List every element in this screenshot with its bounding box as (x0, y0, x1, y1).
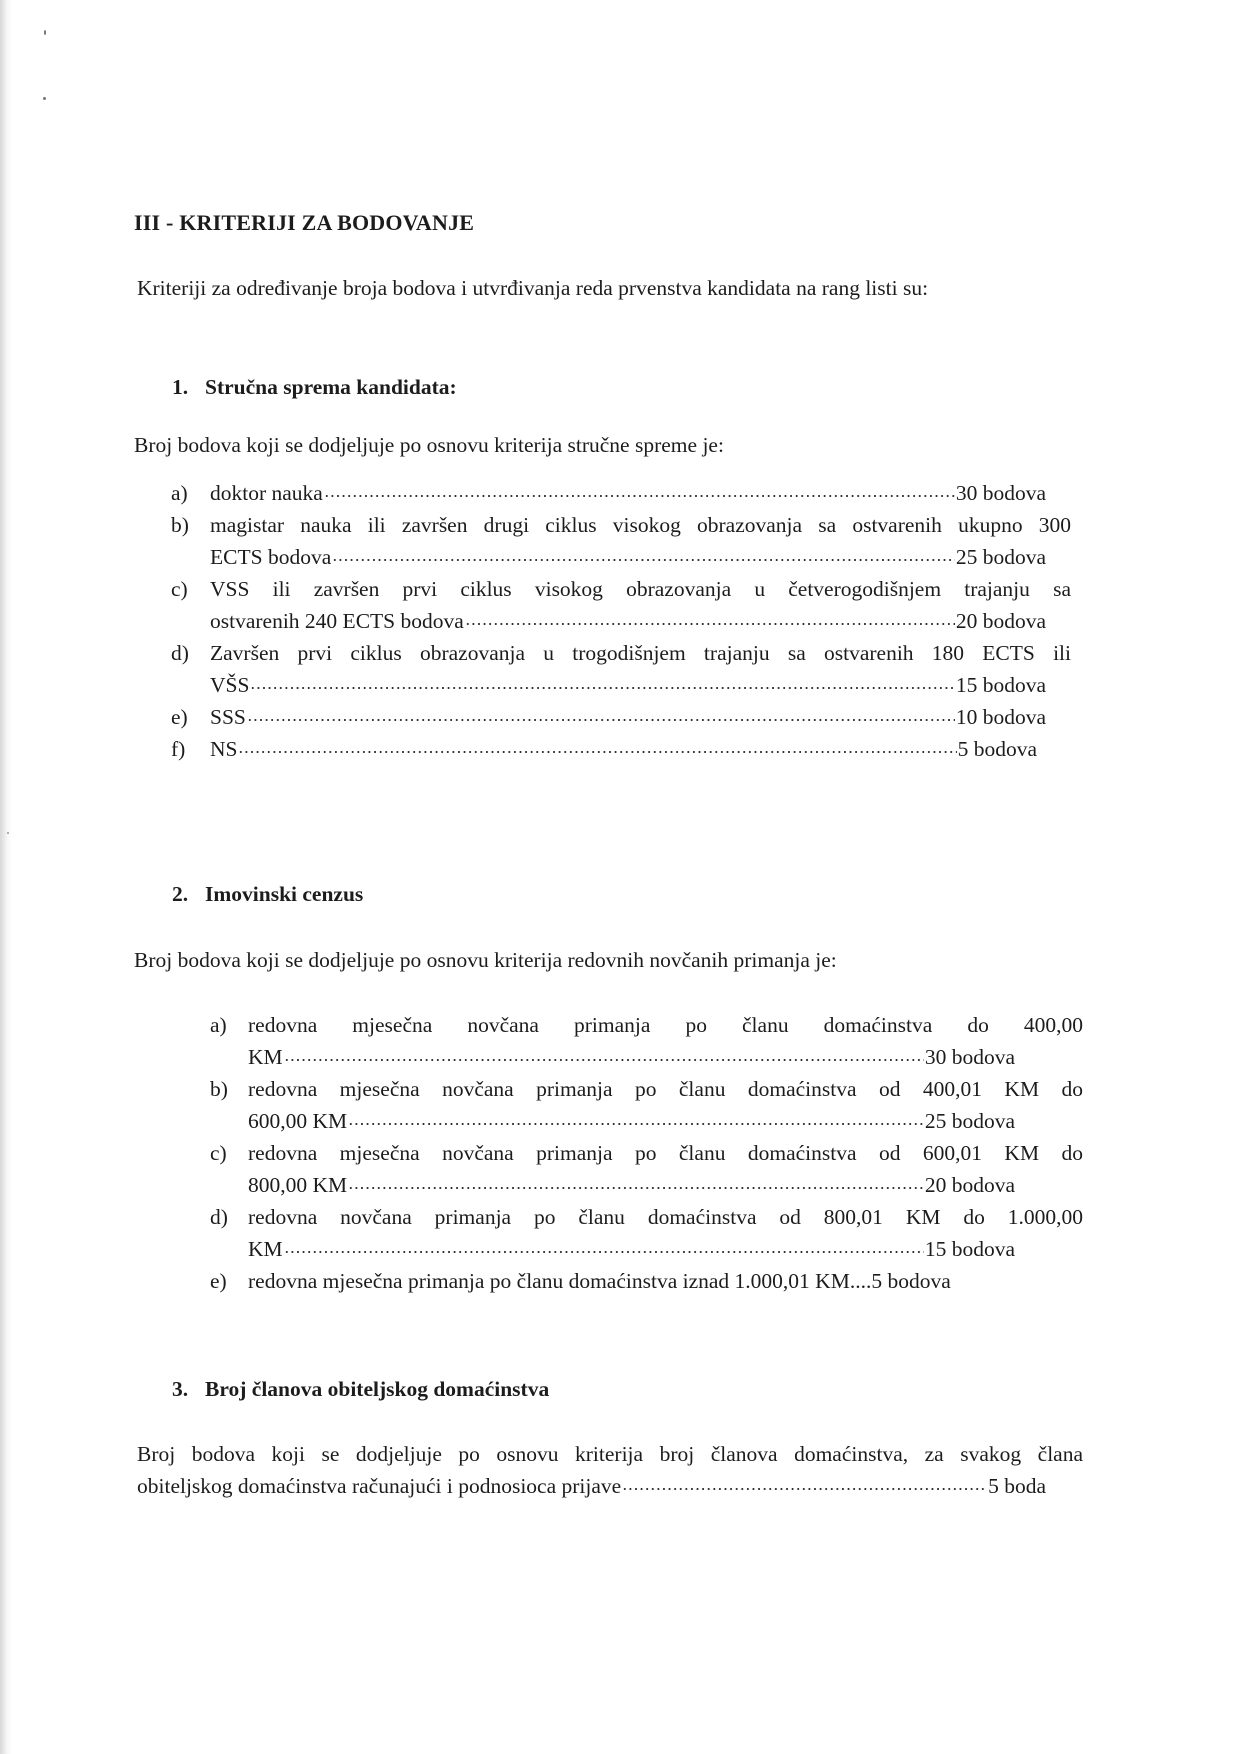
item-text: Završen prvi ciklus obrazovanja u trogodišnjem trajanju sa ostvarenih 180 ECTS ili (210, 641, 1071, 665)
section-3-heading (172, 1377, 549, 1402)
item-marker: d) (210, 1205, 228, 1229)
item-text: redovna mjesečna novčana primanja po članu domaćinstva od 400,01 KM do (248, 1077, 1083, 1101)
section-2-title: Imovinski cenzus (205, 882, 364, 906)
section-2-number: 2. (172, 882, 189, 906)
section-2-list (210, 1009, 1085, 1297)
list-item (171, 573, 1071, 637)
section-1-list (171, 477, 1071, 765)
section-1-intro: Broj bodova koji se dodjeljuje po osnovu kriterija stručne spreme je: (134, 433, 724, 457)
dot-leader (247, 703, 955, 725)
item-text-cont: KM (248, 1237, 283, 1261)
intro-paragraph: Kriteriji za određivanje broja bodova i utvrđivanja reda prvenstva kandidata na rang listi su: (137, 276, 929, 300)
list-item (210, 1265, 1085, 1297)
item-marker: e) (210, 1269, 227, 1293)
dot-leader (324, 479, 955, 501)
item-marker: f) (171, 737, 186, 761)
item-text-cont: ECTS bodova (210, 545, 332, 569)
item-marker: d) (171, 641, 189, 665)
dot-leader (250, 671, 954, 693)
item-text: redovna novčana primanja po članu domaćinstva od 800,01 KM do 1.000,00 (248, 1205, 1083, 1229)
item-points: 30 bodova (924, 1045, 1015, 1069)
item-points: 15 bodova (955, 673, 1046, 697)
item-marker: e) (171, 705, 188, 729)
item-text: redovna mjesečna novčana primanja po članu domaćinstva do 400,00 (248, 1013, 1083, 1037)
scan-edge-shadow (0, 0, 12, 1754)
item-text: magistar nauka ili završen drugi ciklus visokog obrazovanja sa ostvarenih ukupno 300 (210, 513, 1071, 537)
dot-leader (284, 1043, 924, 1065)
list-item (210, 1201, 1085, 1265)
item-marker: a) (171, 481, 188, 505)
item-points: 5 boda (988, 1474, 1046, 1498)
dot-leader (348, 1107, 924, 1129)
paragraph-line-cont: obiteljskog domaćinstva računajući i podnosioca prijave (137, 1474, 622, 1498)
list-item (210, 1137, 1085, 1201)
item-points: 5 bodova (957, 737, 1037, 761)
item-text: redovna mjesečna novčana primanja po članu domaćinstva od 600,01 KM do (248, 1141, 1083, 1165)
paragraph-line: Broj bodova koji se dodjeljuje po osnovu kriterija broj članova domaćinstva, za svakog člana (137, 1442, 1083, 1466)
item-text: doktor nauka (210, 481, 323, 505)
section-1-number: 1. (172, 375, 189, 399)
section-2-intro: Broj bodova koji se dodjeljuje po osnovu kriterija redovnih novčanih primanja je: (134, 948, 837, 972)
dot-leader (465, 607, 955, 629)
item-points: 15 bodova (924, 1237, 1015, 1261)
dot-leader (332, 543, 955, 565)
list-item (171, 509, 1071, 573)
item-points: 10 bodova (955, 705, 1046, 729)
item-points: 25 bodova (955, 545, 1046, 569)
scan-speck (7, 832, 9, 834)
item-text-cont: ostvarenih 240 ECTS bodova (210, 609, 464, 633)
item-marker: b) (171, 513, 189, 537)
list-item (210, 1073, 1085, 1137)
item-marker: c) (210, 1141, 227, 1165)
list-item (171, 477, 1071, 509)
item-text-cont: 800,00 KM (248, 1173, 348, 1197)
item-points: 25 bodova (924, 1109, 1015, 1133)
dot-leader (348, 1171, 924, 1193)
item-text: redovna mjesečna primanja po članu domaćinstva iznad 1.000,01 KM....5 bodova (248, 1269, 951, 1293)
item-points: 20 bodova (924, 1173, 1015, 1197)
item-marker: b) (210, 1077, 228, 1101)
scan-speck (44, 30, 46, 35)
item-points: 20 bodova (955, 609, 1046, 633)
list-item (171, 701, 1071, 733)
list-item (171, 733, 1071, 765)
section-1-heading (172, 375, 457, 400)
dot-leader (238, 735, 956, 757)
list-item (210, 1009, 1085, 1073)
scan-speck (43, 97, 46, 100)
document-heading: III - KRITERIJI ZA BODOVANJE (134, 210, 475, 235)
section-1-title: Stručna sprema kandidata: (205, 375, 457, 399)
item-text-cont: 600,00 KM (248, 1109, 348, 1133)
section-2-heading (172, 882, 363, 907)
item-text: VSS ili završen prvi ciklus visokog obrazovanja u četverogodišnjem trajanju sa (210, 577, 1071, 601)
item-text: NS (210, 737, 238, 761)
item-text-cont: KM (248, 1045, 283, 1069)
item-marker: c) (171, 577, 188, 601)
section-3-paragraph (137, 1438, 1083, 1502)
item-marker: a) (210, 1013, 227, 1037)
item-text-cont: VŠS (210, 673, 250, 697)
item-points: 30 bodova (955, 481, 1046, 505)
dot-leader (622, 1472, 987, 1494)
section-3-title: Broj članova obiteljskog domaćinstva (205, 1377, 550, 1401)
section-3-number: 3. (172, 1377, 189, 1401)
dot-leader (284, 1235, 924, 1257)
item-text: SSS (210, 705, 246, 729)
list-item (171, 637, 1071, 701)
